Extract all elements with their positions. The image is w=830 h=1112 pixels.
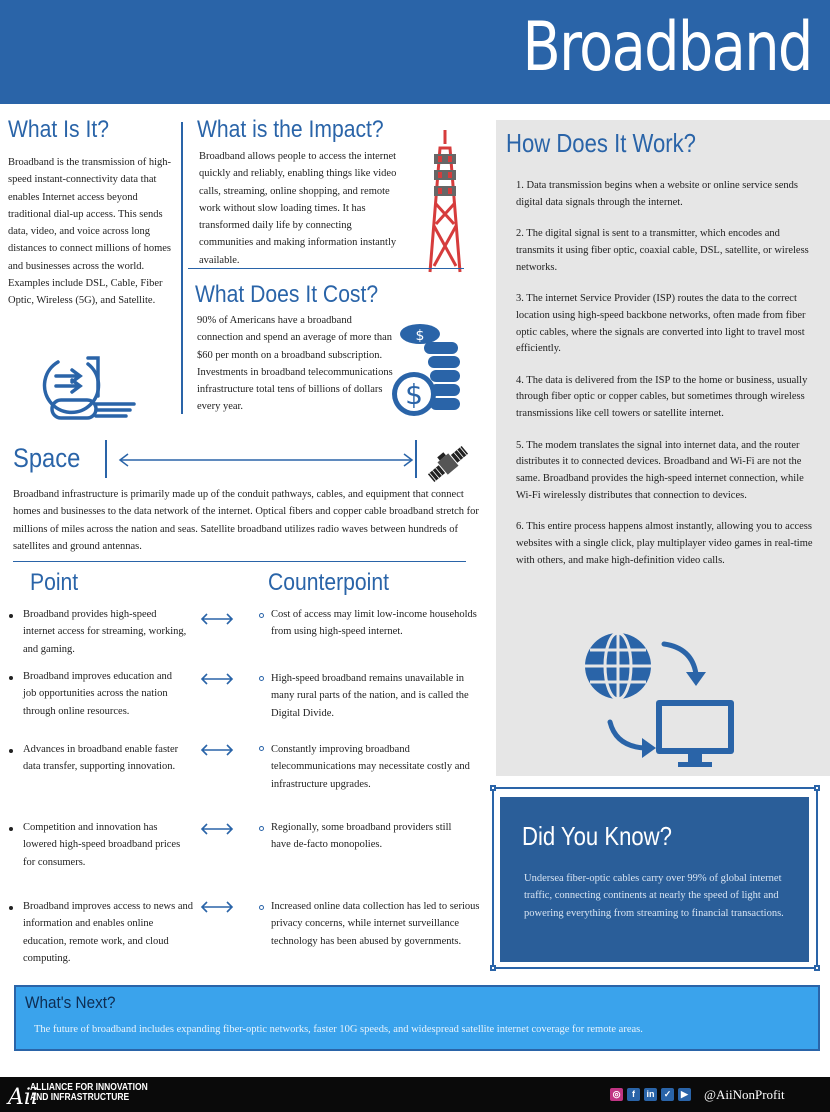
whats-next-text: The future of broadband includes expanding fiber-optic networks, faster 10G speeds, and widespread satellite internet coverage for remote areas. bbox=[34, 1024, 643, 1035]
double-arrow-icon bbox=[200, 744, 234, 756]
facebook-icon[interactable]: f bbox=[627, 1088, 640, 1101]
counterpoint-bullet bbox=[259, 676, 264, 681]
header-banner bbox=[0, 0, 830, 104]
point-bullet bbox=[9, 827, 13, 831]
point-item-5: Broadband improves access to news and information and enables online education, remote work, and cloud computing. bbox=[23, 901, 193, 964]
page-title: Broadband bbox=[522, 8, 812, 87]
whats-next-title: What's Next? bbox=[25, 993, 116, 1012]
distance-arrow-icon bbox=[118, 453, 414, 467]
did-you-know-box bbox=[492, 787, 822, 973]
did-you-know-title: Did You Know? bbox=[522, 821, 672, 851]
point-bullet bbox=[9, 676, 13, 680]
impact-title: What is the Impact? bbox=[197, 116, 384, 143]
divider-horizontal-1 bbox=[188, 268, 464, 269]
how-it-works-steps bbox=[516, 178, 818, 584]
linkedin-icon[interactable]: in bbox=[644, 1088, 657, 1101]
counterpoint-item-5: Increased online data collection has led to serious privacy concerns, while internet surveillance technology has been abused by governments. bbox=[271, 901, 480, 947]
point-bullet bbox=[9, 749, 13, 753]
frame-corner bbox=[490, 785, 496, 791]
what-is-it-title: What Is It? bbox=[8, 116, 109, 143]
point-item-4: Competition and innovation has lowered high-speed broadband prices for consumers. bbox=[23, 822, 181, 868]
point-bullet bbox=[9, 906, 13, 910]
organization-name bbox=[30, 1083, 148, 1103]
double-arrow-icon bbox=[200, 901, 234, 913]
what-is-it-text: Broadband is the transmission of high-speed instant-connectivity data that enables Internet access beyond traditional dial-up access. This sends data, video, and voice across long distances to connect millions of homes and businesses across the world. Examples include DSL, Cable, Fiber Optic, Wireless (5G), and Satellite. bbox=[8, 157, 172, 307]
counterpoint-item-1: Cost of access may limit low-income households from using high-speed internet. bbox=[271, 609, 477, 638]
satellite-icon bbox=[424, 440, 472, 488]
space-text: Broadband infrastructure is primarily made up of the conduit pathways, cables, and equipment that connect homes and businesses to the data network of the internet. Optical fibers and copper cable broadband stretch for millions of miles across the nation and seas. Satellite broadband utilizes radio waves between hundreds of satellites and ground antennas. bbox=[13, 489, 479, 552]
frame-corner bbox=[814, 785, 820, 791]
step-2: 2. The digital signal is sent to a transmitter, which encodes and transmits it using fiber optic, coaxial cable, DSL, satellite, or wireless networks. bbox=[516, 228, 809, 273]
how-it-works-title: How Does It Work? bbox=[506, 128, 696, 158]
step-1: 1. Data transmission begins when a website or online service sends digital data signals through the internet. bbox=[516, 180, 798, 208]
svg-text:$: $ bbox=[405, 378, 423, 411]
point-bullet bbox=[9, 614, 13, 618]
did-you-know-text: Undersea fiber-optic cables carry over 99% of global internet traffic, connecting continents at nearly the speed of light and powering everything from streaming to financial transactions. bbox=[524, 873, 784, 919]
impact-text: Broadband allows people to access the internet quickly and reliably, enabling things like video calls, streaming, online shopping, and remote work without slow loading times. It has transformed daily life by connecting communities and making information instantly available. bbox=[199, 151, 397, 266]
globe-to-computer-icon bbox=[584, 626, 744, 776]
double-arrow-icon bbox=[200, 823, 234, 835]
space-divider-left bbox=[105, 440, 107, 478]
cost-text: 90% of Americans have a broadband connection and spend an average of more than $60 per month on a broadband subscription. Investments in broadband telecommunications infrastructure total tens of billions of dollars every year. bbox=[197, 315, 393, 413]
counterpoint-bullet bbox=[259, 905, 264, 910]
frame-corner bbox=[814, 965, 820, 971]
counterpoint-item-4: Regionally, some broadband providers still have de-facto monopolies. bbox=[271, 822, 452, 851]
point-item-1: Broadband provides high-speed internet access for streaming, working, and gaming. bbox=[23, 609, 187, 655]
divider-vertical-1 bbox=[181, 122, 183, 414]
aii-logo-icon bbox=[8, 1082, 38, 1110]
divider-horizontal-2 bbox=[13, 561, 466, 562]
coins-icon bbox=[390, 322, 470, 418]
space-title: Space bbox=[13, 443, 81, 473]
how-it-works-panel bbox=[496, 120, 830, 776]
point-title: Point bbox=[30, 569, 79, 596]
counterpoint-item-3: Constantly improving broadband telecommunications may necessitate costly and infrastructure upgrades. bbox=[271, 744, 470, 790]
counterpoint-bullet bbox=[259, 746, 264, 751]
youtube-icon[interactable]: ▶ bbox=[678, 1088, 691, 1101]
svg-text:Aii: Aii bbox=[8, 1085, 38, 1110]
organization-name-line2: AND INFRASTRUCTURE bbox=[30, 1092, 130, 1103]
svg-text:$: $ bbox=[415, 328, 425, 344]
step-5: 5. The modem translates the signal into internet data, and the router distributes it to connected devices. Broadband and Wi-Fi are not the same. Broadband provides the high-speed internet connection, while Wi-Fi wirelessly distributes that connection to devices. bbox=[516, 439, 804, 501]
frame-corner bbox=[490, 965, 496, 971]
point-item-3: Advances in broadband enable faster data transfer, supporting innovation. bbox=[23, 744, 179, 773]
whats-next-box bbox=[14, 985, 820, 1051]
counterpoint-item-2: High-speed broadband remains unavailable in many rural parts of the nation, and is called the Digital Divide. bbox=[271, 673, 469, 719]
step-4: 4. The data is delivered from the ISP to the home or business, usually through fiber optic or copper cables, but sometimes through wireless transmissions like cell towers or satellite internet. bbox=[516, 374, 808, 420]
double-arrow-icon bbox=[200, 673, 234, 685]
twitter-icon[interactable]: ✓ bbox=[661, 1088, 674, 1101]
step-3: 3. The internet Service Provider (ISP) routes the data to the correct location using high-speed backbone networks, often made from fiber optic cables, where the signals are converted into light to travel most efficiently. bbox=[516, 292, 806, 355]
space-divider-right bbox=[415, 440, 417, 478]
cost-title: What Does It Cost? bbox=[195, 281, 379, 308]
step-6: 6. This entire process happens almost instantly, allowing you to access websites with a single click, play multiplayer video games in real-time with others, and make high-definition video calls. bbox=[516, 521, 813, 566]
double-arrow-icon bbox=[200, 613, 234, 625]
counterpoint-title: Counterpoint bbox=[268, 569, 389, 596]
instagram-icon[interactable]: ◎ bbox=[610, 1088, 623, 1101]
footer-bar bbox=[0, 1077, 830, 1112]
organization-name-line1: ALLIANCE FOR INNOVATION bbox=[30, 1082, 148, 1093]
counterpoint-bullet bbox=[259, 826, 264, 831]
social-handle[interactable]: @AiiNonProfit bbox=[704, 1087, 785, 1102]
counterpoint-bullet bbox=[259, 613, 264, 618]
did-you-know-panel bbox=[500, 797, 809, 962]
cell-tower-icon bbox=[420, 126, 470, 272]
point-item-2: Broadband improves education and job opportunities across the nation through online resources. bbox=[23, 671, 172, 717]
fiber-cable-icon bbox=[38, 352, 138, 426]
